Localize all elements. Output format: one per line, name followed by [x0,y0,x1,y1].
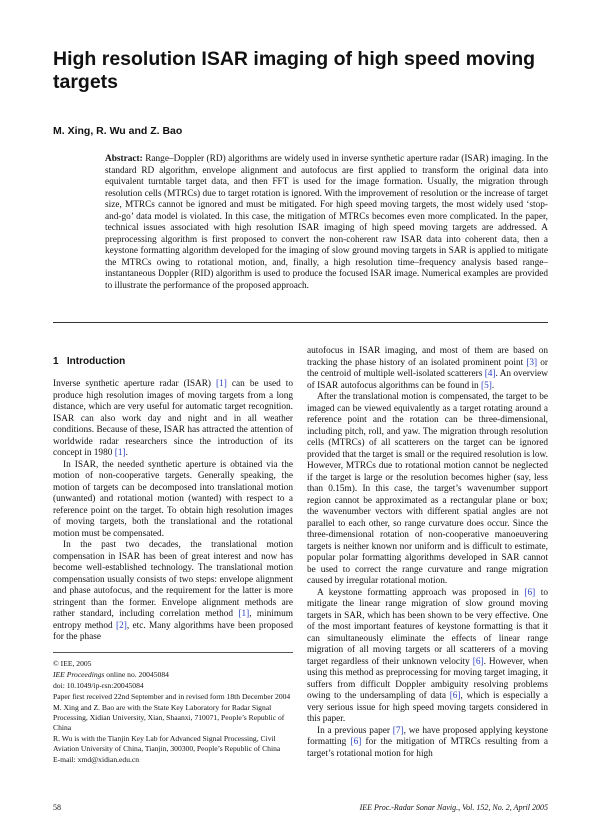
citation-link[interactable]: [3] [526,357,538,368]
abstract-text: Range–Doppler (RD) algorithms are widely used in inverse synthetic aperture radar (ISAR) imaging. In the standard RD algorithm, envelope alignment and autofocus are first applied to transform the original data into equivalent turntable target data, and then FFT is used for the image formation. Usually, the migration through resolution cells (MTRCs) due to target rotation is ignored. With the improvement of resolution or the increase of target size, MTRCs cannot be ignored and must be mitigated. For high speed moving targets, the most widely used ‘stop-and-go’ data model is violated. In this case, the mitigation of MTRCs becomes even more complicated. In the paper, technical issues associated with high resolution ISAR imaging of high speed moving targets are addressed. A preprocessing algorithm is first proposed to convert the non-coherent raw ISAR data into coherent data, then a keystone formatting algorithm developed for the imaging of slow ground moving targets in SAR is applied to mitigate the MTRCs owing to rotational motion, and, finally, a high resolution time–frequency analysis based range–instantaneous Doppler (RID) algorithm is used to produce the focused ISAR image. Numerical examples are provided to illustrate the performance of the proposed approach. [105,154,548,291]
right-paragraph-2: After the translational motion is compensated, the target to be imaged can be viewed equivalently as a target rotating around a reference point and the rotation can be three-dimensional, including pitch, roll, and yaw. The migration through resolution cells (MTRCs) of all scatterers on the target can be ignored provided that the target is small or the required resolution is low. However, MTRCs due to rotational motion cannot be neglected if the target is large or the resolution becomes higher (say, less than 0.15m). In this case, the target’s wavenumber support region cannot be approximated as a rectangular plane or box; the wavenumber vectors with different spatial angles are not parallel to each other, so range curvature does occur. Since the three-dimensional rotation of non-cooperative manoeuvering targets is neither known nor uniform and is difficult to estimate, popular polar formatting algorithms developed in SAR cannot be used to correct the range curvature and range migration caused by irregular rotational motion. [307,392,548,586]
text-run: . [125,448,128,458]
section-number: 1 [53,356,59,367]
intro-paragraph-1 [53,379,293,460]
affiliation-note-1: M. Xing and Z. Bao are with the State Key Laboratory for Radar Signal Processing, Xidian University, Xian, Shaanxi, 710071, People’s Republic of China [53,703,285,732]
right-paragraph-4 [307,726,548,761]
text-run: A keystone formatting approach was proposed in [317,587,525,598]
right-paragraph-3 [307,588,548,726]
right-paragraph-1 [307,346,548,392]
text-run: , etc. Many algorithms have been proposed for the phase [53,620,294,642]
text-run: . [491,380,495,391]
proceedings-journal: IEE Proceedings [53,670,105,679]
text-run: can be used to produce high resolution images of moving targets from a long distance, which are very useful for automatic target recognition. ISAR can also work day and night and in all weather conditions. Because of these, ISAR has attracted the attention of worldwide radar researchers since the introduction of its concept in 1980 [53,379,293,458]
section-title: Introduction [66,356,126,367]
proceedings-note [53,670,293,680]
proceedings-number: online no. 20045084 [104,670,169,679]
citation-link[interactable]: [6] [472,656,484,667]
text-run: . An overview of ISAR autofocus algorithms can be found in [307,369,548,391]
intro-paragraph-2: In ISAR, the needed synthetic aperture is obtained via the motion of non-cooperative targets. Generally speaking, the motion of targets can be decomposed into translational motion (unwanted) and rotational motion (wanted) with respect to a reference point on the target. To obtain high resolution images of moving targets, both the translational and the rotational motion must be compensated. [53,459,293,539]
page-number: 58 [53,803,61,812]
text-run: In a previous paper [317,725,393,736]
email-note: E-mail: xmd@xidian.edu.cn [53,755,140,764]
text-run: to mitigate the linear range migration of slow ground moving targets in SAR, which has been shown to be very effective. One of the most important features of keystone formatting is that it can simultaneously eliminate the effects of linear range migration of all moving targets or all scatterers of a moving target regardless of their unknown velocity [307,587,548,667]
citation-link[interactable]: [1] [114,448,126,458]
right-column [307,346,548,760]
affiliation-note-2: R. Wu is with the Tianjin Key Lab for Advanced Signal Processing, Civil Aviation University of China, Tianjin, 300300, People’s Republic of China [53,734,281,753]
citation-link[interactable]: [6] [350,737,362,747]
copyright-note: © IEE, 2005 [53,659,92,668]
abstract [105,154,548,292]
text-run: for the mitigation of MTRCs resulting from a target’s rotational motion for high [307,737,549,759]
abstract-divider [53,322,548,323]
doi-note: doi: 10.1049/ip-rsn:20045084 [53,681,144,690]
abstract-label: Abstract: [105,154,143,164]
journal-footer: IEE Proc.-Radar Sonar Navig., Vol. 152, No. 2, April 2005 [359,803,548,812]
received-note: Paper first received 22nd September and in revised form 18th December 2004 [53,692,291,701]
citation-link[interactable]: [2] [115,620,127,631]
text-run: Inverse synthetic aperture radar (ISAR) [53,379,217,389]
section-heading [53,356,125,367]
text-run: autofocus in ISAR imaging, and most of them are based on tracking the phase history of an isolated prominent point [307,346,548,368]
citation-link[interactable]: [7] [392,725,404,736]
citation-link[interactable]: [6] [524,587,536,598]
citation-link[interactable]: [1] [238,609,250,619]
intro-paragraph-3 [53,540,293,644]
citation-link[interactable]: [6] [449,691,461,701]
citation-link[interactable]: [4] [484,369,496,379]
text-run: In the past two decades, the translational motion compensation in ISAR has been of great interest and now has become well-established technology. The translational motion compensation usually consists of two steps: envelope alignment and phase autofocus, and the requirement for the latter is more stringent than the former. Envelope alignment methods are rather standard, including correlation method [53,540,293,619]
text-run: . However, when using this method as preprocessing for moving target imaging, it suffers from difficult Doppler ambiguity resolving problems owing to the undersampling of data [307,656,548,701]
footnotes [53,659,293,766]
author-list: M. Xing, R. Wu and Z. Bao [53,125,183,137]
footnote-divider [53,652,293,653]
text-run: , minimum entropy method [53,609,294,631]
citation-link[interactable]: [5] [481,380,492,391]
citation-link[interactable]: [1] [216,379,227,389]
text-run: , we have proposed applying keystone formatting [307,725,548,747]
paper-title: High resolution ISAR imaging of high speed moving targets [53,48,536,93]
text-run: , which is especially a very serious issue for high speed moving targets considered in this paper. [307,691,549,724]
left-column [53,379,293,644]
text-run: or the centroid of multiple well-isolated scatterers [307,357,548,379]
